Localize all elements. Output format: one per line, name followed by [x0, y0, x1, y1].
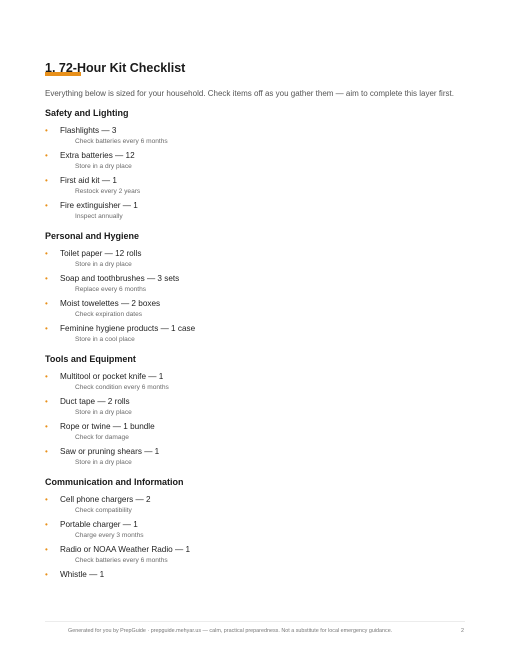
bullet-icon: •: [45, 397, 48, 406]
intro-paragraph: Everything below is sized for your household. Check items off as you gather them — aim to complete this layer first.: [45, 89, 454, 98]
checklist-item: [45, 494, 465, 516]
checklist-item: [45, 273, 465, 295]
item-note: Store in a dry place: [75, 459, 132, 466]
checklist-item: [45, 200, 465, 222]
footer-divider: [45, 621, 465, 622]
bullet-icon: •: [45, 201, 48, 210]
checklist-item: [45, 396, 465, 418]
item-note: Check condition every 6 months: [75, 384, 169, 391]
item-note: Store in a cool place: [75, 336, 135, 343]
checklist-item: [45, 371, 465, 393]
item-label: Feminine hygiene products — 1 case: [60, 324, 196, 333]
bullet-icon: •: [45, 249, 48, 258]
item-note: Replace every 6 months: [75, 286, 147, 293]
checklist: [45, 248, 465, 345]
item-label: Saw or pruning shears — 1: [60, 447, 160, 456]
item-label: Multitool or pocket knife — 1: [60, 372, 164, 381]
item-label: Fire extinguisher — 1: [60, 201, 138, 210]
footer-text: Generated for you by PrepGuide · prepguide.mehyar.us — calm, practical preparedness. Not a substitute for local emergency guidance.: [68, 628, 393, 634]
item-note: Check batteries every 6 months: [75, 557, 168, 564]
sections-container: [45, 107, 465, 581]
item-label: Portable charger — 1: [60, 520, 138, 529]
bullet-icon: •: [45, 372, 48, 381]
item-label: First aid kit — 1: [60, 176, 117, 185]
bullet-icon: •: [45, 520, 48, 529]
checklist: [45, 125, 465, 222]
bullet-icon: •: [45, 570, 48, 579]
bullet-icon: •: [45, 151, 48, 160]
checklist-item: [45, 569, 465, 581]
checklist-item: [45, 298, 465, 320]
checklist-item: [45, 150, 465, 172]
bullet-icon: •: [45, 274, 48, 283]
bullet-icon: •: [45, 126, 48, 135]
bullet-icon: •: [45, 447, 48, 456]
section-title: Tools and Equipment: [45, 354, 136, 364]
page-number: 2: [461, 628, 464, 634]
item-note: Inspect annually: [75, 213, 123, 220]
checklist-item: [45, 248, 465, 270]
item-note: Check batteries every 6 months: [75, 138, 168, 145]
bullet-icon: •: [45, 299, 48, 308]
item-note: Check compatibility: [75, 507, 132, 514]
checklist: [45, 371, 465, 468]
item-note: Charge every 3 months: [75, 532, 144, 539]
item-note: Store in a dry place: [75, 163, 132, 170]
checklist-item: [45, 446, 465, 468]
bullet-icon: •: [45, 545, 48, 554]
item-label: Whistle — 1: [60, 570, 105, 579]
checklist-page: [45, 60, 465, 581]
bullet-icon: •: [45, 176, 48, 185]
item-label: Radio or NOAA Weather Radio — 1: [60, 545, 190, 554]
item-note: Store in a dry place: [75, 409, 132, 416]
bullet-icon: •: [45, 495, 48, 504]
item-label: Rope or twine — 1 bundle: [60, 422, 155, 431]
title-block: [45, 60, 465, 78]
item-note: Check expiration dates: [75, 311, 143, 318]
checklist-item: [45, 175, 465, 197]
bullet-icon: •: [45, 422, 48, 431]
item-note: Restock every 2 years: [75, 188, 141, 195]
item-label: Soap and toothbrushes — 3 sets: [60, 274, 180, 283]
checklist-item: [45, 544, 465, 566]
item-label: Moist towelettes — 2 boxes: [60, 299, 161, 308]
section-title: Personal and Hygiene: [45, 231, 140, 241]
item-label: Extra batteries — 12: [60, 151, 135, 160]
item-note: Check for damage: [75, 434, 129, 441]
item-note: Store in a dry place: [75, 261, 132, 268]
checklist-item: [45, 323, 465, 345]
checklist: [45, 494, 465, 581]
checklist-item: [45, 125, 465, 147]
checklist-item: [45, 421, 465, 443]
section-title: Safety and Lighting: [45, 108, 129, 118]
section-title: Communication and Information: [45, 477, 184, 487]
item-label: Toilet paper — 12 rolls: [60, 249, 142, 258]
bullet-icon: •: [45, 324, 48, 333]
checklist-item: [45, 519, 465, 541]
item-label: Duct tape — 2 rolls: [60, 397, 130, 406]
item-label: Cell phone chargers — 2: [60, 495, 151, 504]
page-title: 1. 72-Hour Kit Checklist: [45, 61, 186, 75]
item-label: Flashlights — 3: [60, 126, 117, 135]
